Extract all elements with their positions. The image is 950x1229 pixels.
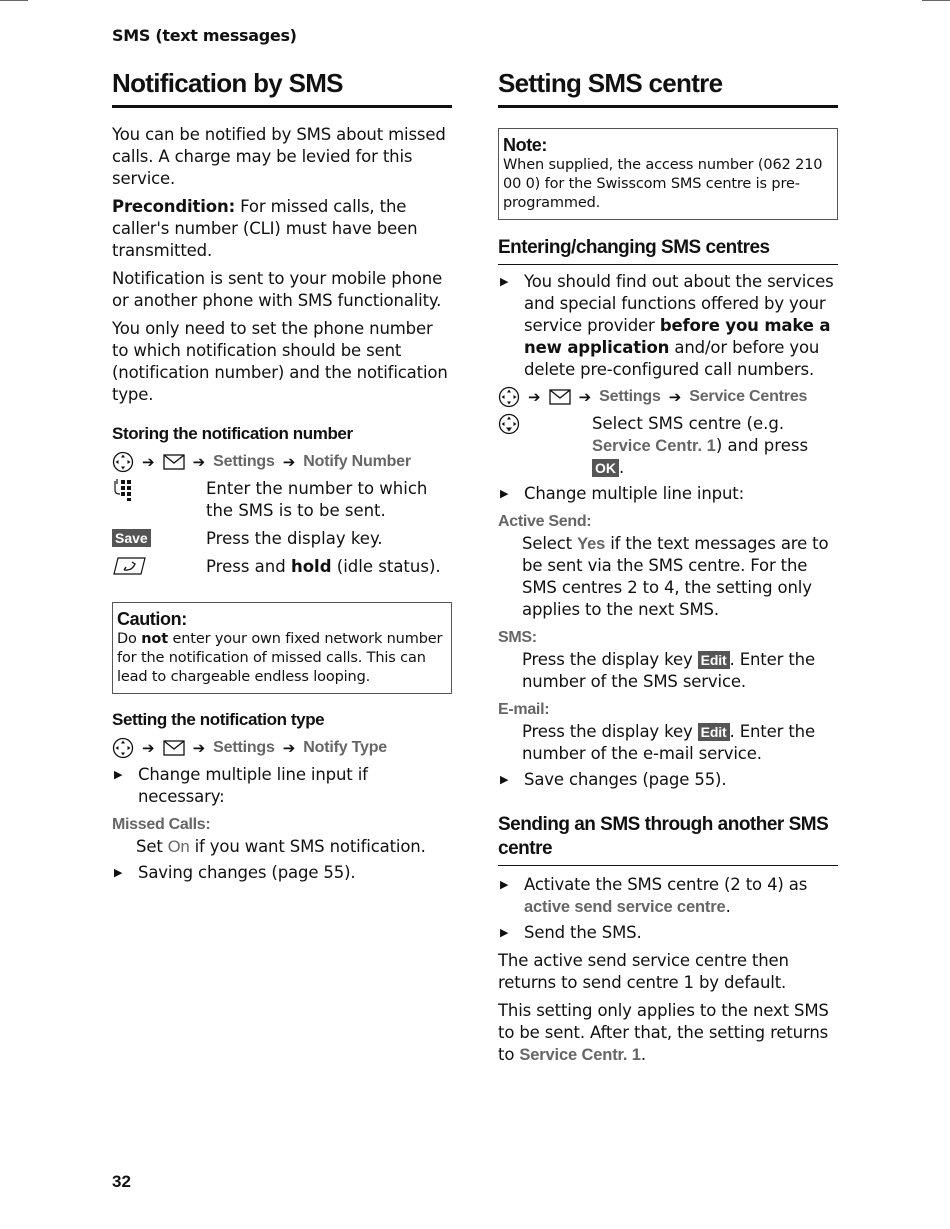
entering-centres-heading: Entering/changing SMS centres <box>498 236 838 265</box>
edit-softkey: Edit <box>698 723 730 741</box>
keypad-icon <box>112 478 136 502</box>
ok-softkey: OK <box>592 459 619 477</box>
email-label: E-mail: <box>498 701 550 718</box>
value-yes: Yes <box>577 535 606 553</box>
arrow-icon: ➔ <box>578 388 592 406</box>
running-header: SMS (text messages) <box>112 26 297 45</box>
save-softkey: Save <box>112 529 151 547</box>
left-section-title: Notification by SMS <box>112 68 452 108</box>
bullet-send-sms: ▶ Send the SMS. <box>500 923 642 942</box>
nav-key-icon <box>498 386 520 408</box>
step-enter-number <box>112 478 452 522</box>
step-enter-text: Enter the number to which the SMS is to be sent. <box>206 479 428 520</box>
menu-item-notify-number: Notify Number <box>303 453 411 470</box>
step-save <box>112 528 452 550</box>
arrow-icon: ➔ <box>282 739 296 757</box>
crop-mark-right <box>922 0 950 1</box>
intro-paragraph-1: You can be notified by SMS about missed calls. A charge may be levied for this service. <box>112 125 446 188</box>
step-save-text: Press the display key. <box>206 529 383 548</box>
right-section-title: Setting SMS centre <box>498 68 838 108</box>
menu-item-settings: Settings <box>213 453 275 470</box>
envelope-icon <box>163 740 185 756</box>
arrow-icon: ➔ <box>668 388 682 406</box>
sms-label: SMS: <box>498 629 537 646</box>
missed-calls-text: Set On if you want SMS notification. <box>136 837 426 856</box>
right-column <box>498 68 838 1066</box>
menu-item-settings: Settings <box>599 388 661 405</box>
bullet-triangle-icon: ▶ <box>114 768 123 781</box>
bullet-triangle-icon: ▶ <box>500 773 509 786</box>
sending-paragraph-1: The active send service centre then returns to send centre 1 by default. <box>498 951 789 992</box>
step-hold <box>112 556 452 580</box>
arrow-icon: ➔ <box>528 388 541 406</box>
step-select-text: Select SMS centre (e.g. Service Centr. 1) and press OK . <box>592 414 809 477</box>
menu-item-notify-type: Notify Type <box>303 739 387 756</box>
bullet-find-out: ▶ You should find out about the services and special functions offered by your service provider before you make a new application and/or before you delete pre-configured call numbers. <box>500 272 834 379</box>
bullet-triangle-icon: ▶ <box>114 866 123 879</box>
step-select-centre <box>498 413 838 479</box>
value-service-centr-1: Service Centr. 1 <box>519 1046 641 1064</box>
end-call-key-icon <box>112 556 146 576</box>
notification-type-heading: Setting the notification type <box>112 710 325 729</box>
arrow-icon: ➔ <box>142 453 155 471</box>
bullet-change-multiline: ▶ Change multiple line input: <box>500 484 745 503</box>
bullet-save-changes: ▶ Save changes (page 55). <box>500 770 727 789</box>
storing-menu-path <box>112 450 452 474</box>
active-send-label: Active Send: <box>498 513 592 530</box>
value-active-send-centre: active send service centre <box>524 898 726 916</box>
page-number: 32 <box>112 1172 131 1191</box>
email-text: Press the display key Edit . Enter the number of the e-mail service. <box>522 722 815 763</box>
edit-softkey: Edit <box>698 651 730 669</box>
arrow-icon: ➔ <box>192 739 206 757</box>
type-menu-path <box>112 736 452 760</box>
nav-key-down-icon <box>498 413 520 435</box>
left-column <box>112 68 452 884</box>
envelope-icon <box>163 454 185 470</box>
caution-box <box>112 602 452 694</box>
nav-key-icon <box>112 737 134 759</box>
bullet-change-input: ▶ Change multiple line input if necessary: <box>114 765 368 806</box>
value-on: On <box>167 838 190 856</box>
caution-title: Caution: <box>117 609 187 629</box>
intro-paragraph-3: You only need to set the phone number to which notification should be sent (notification number) and the notification type. <box>112 319 448 404</box>
nav-key-icon <box>112 451 134 473</box>
sending-paragraph-2: This setting only applies to the next SMS to be sent. After that, the setting returns to Service Centr. 1. <box>498 1001 829 1064</box>
intro-paragraph-2: Notification is sent to your mobile phone or another phone with SMS functionality. <box>112 269 443 310</box>
bullet-triangle-icon: ▶ <box>500 878 509 891</box>
sending-sms-heading: Sending an SMS through another SMS centre <box>498 813 838 866</box>
precondition-paragraph: Precondition: For missed calls, the caller's number (CLI) must have been transmitted. <box>112 197 418 260</box>
bullet-activate-centre: ▶ Activate the SMS centre (2 to 4) as active send service centre. <box>500 875 808 916</box>
arrow-icon: ➔ <box>192 453 206 471</box>
bullet-triangle-icon: ▶ <box>500 487 509 500</box>
precondition-label: Precondition: <box>112 197 236 216</box>
centres-menu-path <box>498 385 838 409</box>
note-title: Note: <box>503 135 547 155</box>
active-send-text: Select Yes if the text messages are to be sent via the SMS centre. For the SMS centres 2 to 4, the setting only applies to the next SMS. <box>522 534 829 619</box>
missed-calls-label: Missed Calls: <box>112 816 211 833</box>
value-service-centr-1: Service Centr. 1 <box>592 437 716 455</box>
bullet-saving-changes: ▶ Saving changes (page 55). <box>114 863 356 882</box>
menu-item-settings: Settings <box>213 739 275 756</box>
crop-mark-left <box>0 0 28 1</box>
bullet-triangle-icon: ▶ <box>500 275 509 288</box>
note-box <box>498 128 838 220</box>
bullet-triangle-icon: ▶ <box>500 926 509 939</box>
arrow-icon: ➔ <box>142 739 155 757</box>
sms-text: Press the display key Edit . Enter the number of the SMS service. <box>522 650 815 691</box>
step-hold-text: Press and hold (idle status). <box>206 557 441 576</box>
arrow-icon: ➔ <box>282 453 296 471</box>
menu-item-service-centres: Service Centres <box>689 388 808 405</box>
note-text: When supplied, the access number (062 210 00 0) for the Swisscom SMS centre is pre-programmed. <box>503 157 823 211</box>
envelope-icon <box>549 389 571 405</box>
storing-number-heading: Storing the notification number <box>112 424 353 443</box>
caution-text: Do not enter your own fixed network number for the notification of missed calls. This can lead to chargeable endless looping. <box>117 631 443 685</box>
